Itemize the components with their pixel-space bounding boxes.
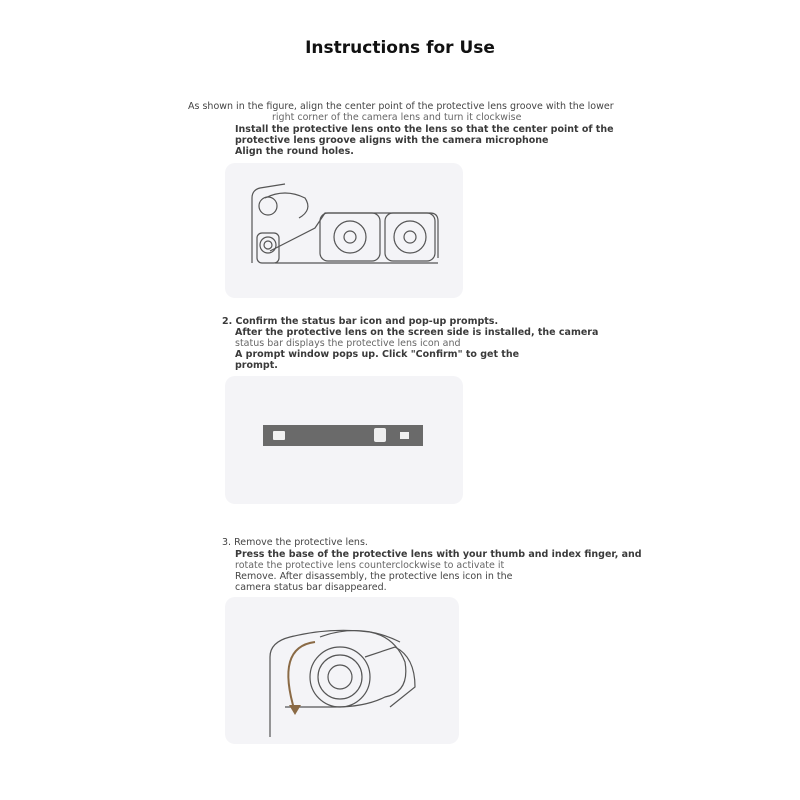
step3-line3: Remove. After disassembly, the protective lens icon in the xyxy=(235,571,513,582)
step2-line3: A prompt window pops up. Click "Confirm" to get the xyxy=(235,349,520,360)
step3-line4: camera status bar disappeared. xyxy=(235,582,387,593)
step3-line1: Press the base of the protective lens with your thumb and index finger, and xyxy=(235,549,642,560)
step2-line4: prompt. xyxy=(235,360,278,371)
step1-line2: protective lens groove aligns with the camera microphone xyxy=(235,135,549,146)
lens-install-drawing xyxy=(225,163,463,298)
status-bar-illustration xyxy=(225,376,463,504)
camera-status-bar xyxy=(263,425,423,446)
protective-lens-icon xyxy=(374,428,386,442)
step1-intro: As shown in the figure, align the center point of the protective lens groove with the lower xyxy=(188,101,614,112)
install-illustration xyxy=(225,163,463,298)
step2-line1: After the protective lens on the screen side is installed, the camera xyxy=(235,327,599,338)
step2-heading: 2. Confirm the status bar icon and pop-up prompts. xyxy=(222,316,499,327)
step1-line1: Install the protective lens onto the lens so that the center point of the xyxy=(235,124,614,135)
step1-intro-cont: right corner of the camera lens and turn it clockwise xyxy=(272,112,522,123)
sd-card-icon xyxy=(273,431,285,440)
step3-heading: 3. Remove the protective lens. xyxy=(222,537,368,548)
battery-icon xyxy=(400,432,409,439)
removal-illustration xyxy=(225,597,459,744)
lens-removal-drawing xyxy=(225,597,459,744)
step2-line2: status bar displays the protective lens icon and xyxy=(235,338,461,349)
counterclockwise-arrow-icon xyxy=(289,705,301,715)
page-title: Instructions for Use xyxy=(305,38,495,58)
step1-line3: Align the round holes. xyxy=(235,146,354,157)
step3-line2: rotate the protective lens counterclockwise to activate it xyxy=(235,560,505,571)
